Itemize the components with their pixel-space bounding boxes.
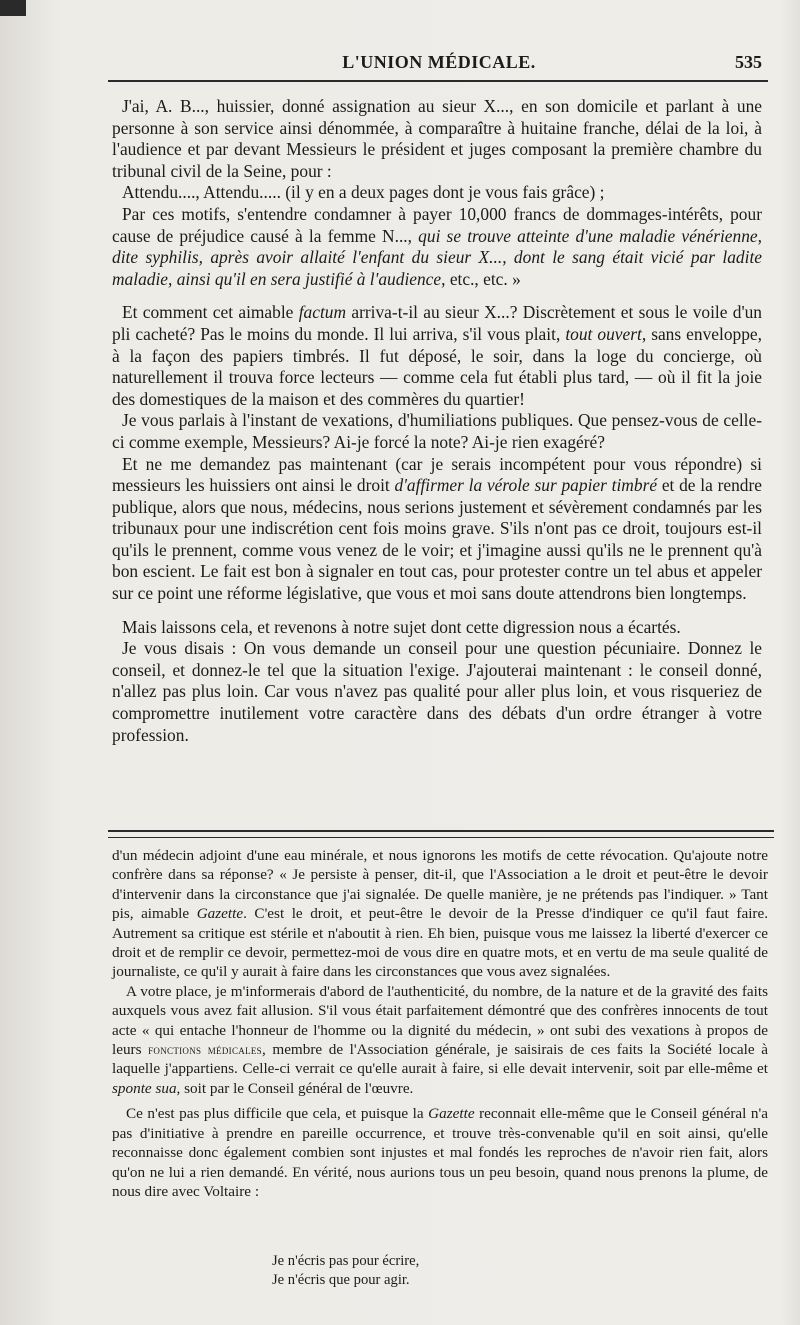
paragraph: A votre place, je m'informerais d'abord de l'authenticité, du nombre, de la nature et de la gravité des faits auxquels vous avez fait allusion. S'il vous était parfaitement démontré que des confrères innocents de tout acte « qui entache l'honneur de l'homme ou la dignité du médecin, » ont subi des vexations à propos de leurs fonctions médicales, membre de l'Association générale, je saisirais de ces faits la Société locale à laquelle j'appartiens. Celle-ci verrait ce qu'elle aurait à faire, si elle devait intervenir, soit par elle-même et sponte sua, soit par le Conseil général de l'œuvre. <box>112 982 768 1097</box>
paragraph: d'un médecin adjoint d'une eau minérale, et nous ignorons les motifs de cette révocation. Qu'ajoute notre confrère dans sa réponse? « Je persiste à penser, dit-il, que l'Association a le droit et peut-être le devoir d'intervenir dans la circonstance que j'ai signalée. De quelle manière, je ne prétends pas l'indiquer. » Tant pis, aimable Gazette. C'est le droit, et peut-être le devoir de la Presse d'indiquer ce qu'il faut faire. Autrement sa critique est stérile et n'aboutit à rien. Eh bien, puisque vous me laissez la liberté d'exercer ce droit et de remplir ce devoir, permettez-moi de vous dire en quatre mots, et en vertu de ma seule qualité de journaliste, ce qu'il y aurait à faire dans les circonstances que vous avez signalées. <box>112 847 769 981</box>
page-corner-mark <box>0 0 26 16</box>
paragraph: Et ne me demandez pas maintenant (car je serais incompétent pour vous répondre) si messieurs les huissiers ont ainsi le droit d'affirmer la vérole sur papier timbré et de la rendre publique, alors que nous, médecins, nous serions justement et sévèrement condamnés par les tribunaux pour une indiscrétion cent fois moins grave. S'ils n'ont pas ce droit, toujours est-il qu'ils le prennent, comme vous venez de le voir; et j'imagine aussi qu'ils ne le prennent qu'à bon escient. Le fait est bon à signaler en tout cas, pour protester contre un tel abus et appeler sur ce point une réforme législative, que vous et moi sans doute attendrons bien longtemps. <box>112 453 762 604</box>
verse-quote <box>272 1252 419 1290</box>
running-title: L'UNION MÉDICALE. <box>342 52 536 72</box>
paragraph: Je vous parlais à l'instant de vexations, d'humiliations publiques. Que pensez-vous de celle-ci comme exemple, Messieurs? Ai-je forcé la note? Ai-je rien exagéré? <box>112 410 762 452</box>
paragraph: Mais laissons cela, et revenons à notre sujet dont cette digression nous a écartés. <box>122 616 681 637</box>
paragraph: Par ces motifs, s'entendre condamner à payer 10,000 francs de dommages-intérêts, pour cause de préjudice causé à la femme N..., qui se trouve atteinte d'une maladie vénérienne, dite syphilis, après avoir allaité l'enfant du sieur X..., dont le sang était vicié par ladite maladie, ainsi qu'il en sera justifié à l'audience, etc., etc. » <box>112 203 762 289</box>
section-divider <box>108 830 774 838</box>
paragraph: Ce n'est pas plus difficile que cela, et puisque la Gazette reconnait elle-même que le Conseil général n'a pas d'initiative à prendre en pareille occurrence, et trouve très-convenable qu'il en soit ainsi, qu'elle reconnaisse donc également combien sont injustes et mal fondés les reproches de n'avoir rien fait, alors qu'on ne lui a rien demandé. En vérité, nous aurions tous un peu besoin, quand nous prenons la plume, de nous dire avec Voltaire : <box>112 1105 768 1200</box>
main-text <box>112 96 762 746</box>
page-header <box>108 52 770 78</box>
feuilleton-text <box>112 846 768 1201</box>
verse-line: Je n'écris pas pour écrire, <box>272 1253 420 1269</box>
paragraph: Et comment cet aimable factum arriva-t-il au sieur X...? Discrètement et sous le voile d'un pli cacheté? Pas le moins du monde. Il lui arriva, s'il vous plait, tout ouvert, sans enveloppe, à la façon des papiers timbrés. Il fut déposé, le soir, dans la loge du concierge, où naturellement il trouva force lecteurs — comme cela fut établi plus tard, — où il fit la joie des domestiques de la maison et des commères du quartier! <box>112 302 762 409</box>
header-rule <box>108 80 768 82</box>
paragraph: Je vous disais : On vous demande un conseil pour une question pécuniaire. Donnez le conseil, et donnez-le tel que la situation l'exige. J'ajouterai maintenant : le conseil donné, n'allez pas plus loin. Car vous n'avez pas qualité pour aller plus loin, et vous risqueriez de compromettre inutilement votre caractère dans des débats d'un ordre étranger à votre profession. <box>112 638 762 745</box>
paragraph: J'ai, A. B..., huissier, donné assignation au sieur X..., en son domicile et parlant à une personne à son service ainsi dénommée, à comparaître à huitaine franche, délai de la loi, à l'audience et par devant Messieurs le président et juges composant la première chambre du tribunal civil de la Seine, pour : <box>112 96 762 181</box>
page-number: 535 <box>735 52 762 72</box>
paragraph: Attendu...., Attendu..... (il y en a deux pages dont je vous fais grâce) ; <box>122 182 605 203</box>
verse-line: Je n'écris que pour agir. <box>272 1272 410 1288</box>
